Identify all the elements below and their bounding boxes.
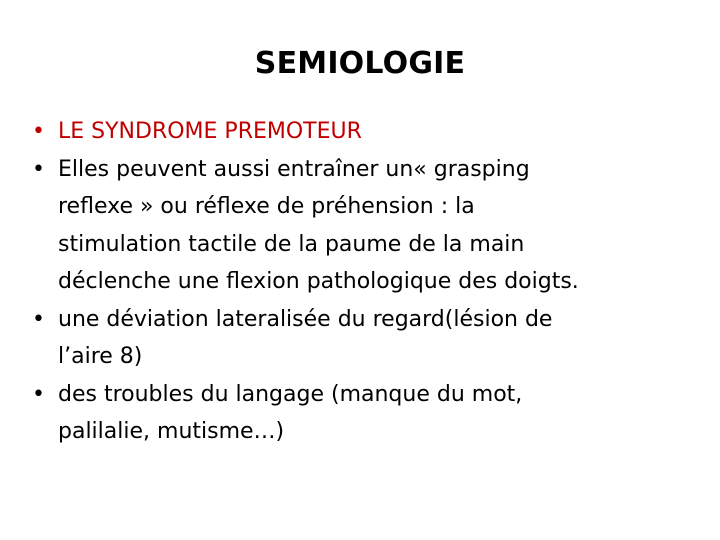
bullet-list <box>32 113 682 451</box>
bullet-line: une déviation lateralisée du regard(lésion de <box>58 306 553 332</box>
bullet-line: stimulation tactile de la paume de la main <box>58 231 525 257</box>
bullet-text <box>58 376 682 451</box>
bullet-line: palilalie, mutisme…) <box>58 419 285 444</box>
bullet-line: Elles peuvent aussi entraîner un« grasping <box>58 156 530 182</box>
bullet-item-troubles-langage <box>32 376 682 451</box>
bullet-line: l’aire 8) <box>58 344 143 369</box>
bullet-marker: • <box>32 156 45 182</box>
bullet-line: reflexe » ou réflexe de préhension : la <box>58 194 475 219</box>
bullet-line: déclenche une flexion pathologique des doigts. <box>58 269 579 294</box>
bullet-item-grasping-reflexe <box>32 151 682 301</box>
slide-title: SEMIOLOGIE <box>254 46 466 81</box>
bullet-marker: • <box>32 306 45 332</box>
bullet-line: des troubles du langage (manque du mot, <box>58 381 523 407</box>
bullet-text <box>58 151 682 301</box>
bullet-item-deviation-regard <box>32 301 682 376</box>
bullet-line: LE SYNDROME PREMOTEUR <box>58 119 362 144</box>
bullet-marker: • <box>32 381 45 407</box>
bullet-text <box>58 301 682 376</box>
bullet-marker: • <box>32 119 45 144</box>
bullet-item-syndrome-premoteur <box>32 113 682 151</box>
bullet-text <box>58 113 682 151</box>
